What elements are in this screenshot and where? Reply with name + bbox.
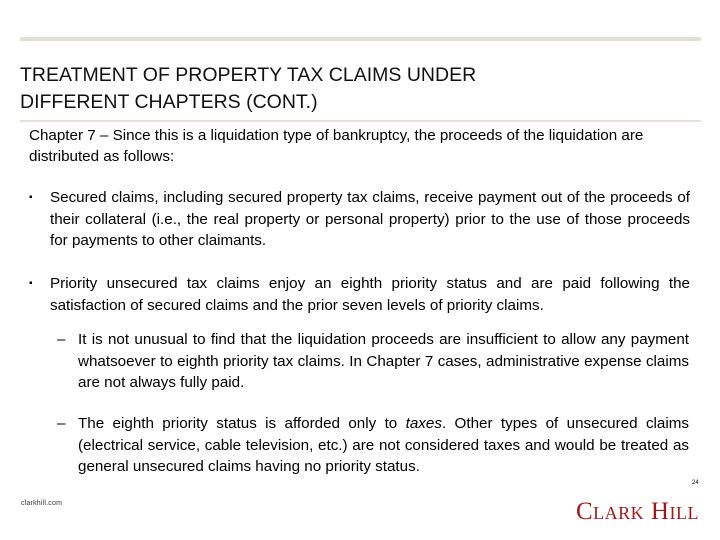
bullet-list <box>29 187 690 317</box>
sub-bullet-emphasis: taxes <box>405 415 442 432</box>
dash-bullet-icon: – <box>57 415 66 432</box>
list-item <box>29 273 690 316</box>
bullet-text: Priority unsecured tax claims enjoy an eighth priority status and are paid following the satisfaction of secured claims and the prior seven levels of priority claims. <box>50 275 690 314</box>
sub-bullet-text <box>78 413 689 478</box>
sub-bullet-text-end: . Other types of unsecured claims (electrical service, cable television, etc.) are not considered taxes and would be treated as general unsecured claims having no priority status. <box>78 415 689 476</box>
square-bullet-icon: ▪ <box>29 278 33 290</box>
title-line-2: DIFFERENT CHAPTERS (CONT.) <box>20 91 318 113</box>
dash-bullet-icon: – <box>57 331 66 348</box>
title-line-1: TREATMENT OF PROPERTY TAX CLAIMS UNDER <box>20 64 477 86</box>
square-bullet-icon: ▪ <box>29 192 33 203</box>
sub-bullet-text-start: The eighth priority status is afforded only to <box>78 415 406 432</box>
sub-list-item <box>57 329 689 394</box>
bullet-text: Secured claims, including secured property tax claims, receive payment out of the proceeds of their collateral (i.e., the real property or personal property) prior to the use of those proceeds for payments to other claimants. <box>50 189 690 250</box>
company-logo: Clark Hill <box>576 498 699 525</box>
list-item <box>29 187 690 252</box>
page-number: 24 <box>692 480 699 486</box>
sub-list-item <box>57 413 689 478</box>
slide-title <box>20 62 680 116</box>
intro-paragraph: Chapter 7 – Since this is a liquidation type of bankruptcy, the proceeds of the liquidation are distributed as follows: <box>29 127 644 165</box>
footer-website: clarkhill.com <box>21 500 63 507</box>
sub-bullet-text: It is not unusual to find that the liquidation proceeds are insufficient to allow any payment whatsoever to eighth priority tax claims. In Chapter 7 cases, administrative expense claims are not always fully paid. <box>78 331 689 392</box>
title-divider <box>20 120 701 122</box>
top-divider <box>20 37 701 41</box>
